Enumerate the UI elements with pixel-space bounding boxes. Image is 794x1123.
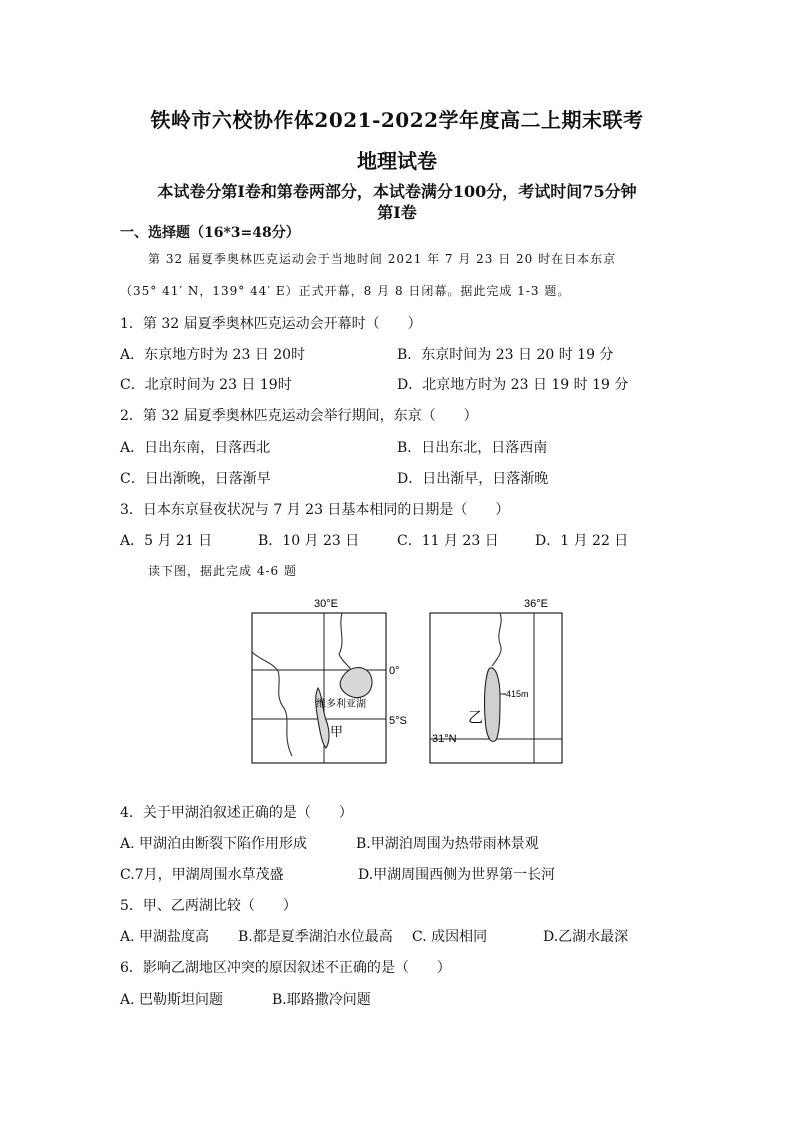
q4-stem: 4．关于甲湖泊叙述正确的是（ ）	[120, 805, 353, 821]
q2-option-d[interactable]: D．日出渐早，日落渐晚	[397, 471, 549, 487]
q6-option-b[interactable]: B.耶路撒冷问题	[272, 992, 371, 1008]
label-depth: -415m	[503, 689, 529, 699]
label-yi: 乙	[468, 708, 484, 726]
q1-option-b[interactable]: B．东京时间为 23 日 20 时 19 分	[397, 347, 614, 363]
q5-stem: 5．甲、乙两湖比较（ ）	[120, 898, 297, 914]
label-jia: 甲	[330, 725, 344, 740]
passage-line-2: （35° 41′ N，139° 44′ E）正式开幕，8 月 8 日闭幕。据此完成 1-3 题。	[120, 284, 571, 298]
q3-option-a[interactable]: A．5 月 21 日	[120, 533, 213, 549]
q5-option-b[interactable]: B.都是夏季湖泊水位最高	[238, 929, 393, 945]
map-right	[424, 596, 570, 771]
q2-option-a[interactable]: A．日出东南，日落西北	[120, 440, 271, 456]
label-lake-victoria: 维多利亚湖	[316, 699, 366, 710]
jordan-river	[492, 613, 501, 666]
q3-stem: 3．日本东京昼夜状况与 7 月 23 日基本相同的日期是（ ）	[120, 502, 510, 518]
west-river	[252, 652, 292, 756]
label-5s: 5°S	[389, 715, 407, 727]
map-left-svg	[246, 596, 418, 771]
label-0: 0°	[389, 665, 400, 677]
q5-option-a[interactable]: A. 甲湖盐度高	[120, 929, 210, 945]
passage-2: 读下图，据此完成 4-6 题	[148, 564, 297, 578]
section-heading: 一、选择题（16*3=48分）	[120, 225, 300, 241]
lake-victoria	[340, 668, 372, 698]
q1-stem: 1．第 32 届夏季奥林匹克运动会开幕时（ ）	[120, 316, 422, 332]
exam-title: 铁岭市六校协作体2021-2022学年度高二上期末联考	[150, 108, 644, 132]
exam-subtitle: 地理试卷	[357, 149, 437, 173]
passage-line-1: 第 32 届夏季奥林匹克运动会于当地时间 2021 年 7 月 23 日 20 时在日本东京	[148, 252, 617, 266]
q3-option-b[interactable]: B．10 月 23 日	[258, 533, 360, 549]
label-30e: 30°E	[314, 598, 338, 610]
q1-option-c[interactable]: C．北京时间为 23 日 19时	[120, 377, 292, 393]
lake-yi	[485, 668, 501, 742]
q3-option-c[interactable]: C．11 月 23 日	[397, 533, 499, 549]
label-31n: 31°N	[432, 733, 457, 745]
q1-option-a[interactable]: A．东京地方时为 23 日 20时	[120, 347, 306, 363]
exam-intro: 本试卷分第I卷和第卷两部分，本试卷满分100分，考试时间75分钟	[157, 182, 637, 201]
q6-stem: 6．影响乙湖地区冲突的原因叙述不正确的是（ ）	[120, 960, 451, 976]
q4-option-c[interactable]: C.7月，甲湖周围水草茂盛	[120, 867, 284, 883]
q4-option-a[interactable]: A. 甲湖泊由断裂下陷作用形成	[120, 836, 308, 852]
lake-jia	[316, 688, 329, 748]
label-36e: 36°E	[524, 598, 548, 610]
part-title: 第I卷	[377, 203, 417, 222]
q2-stem: 2．第 32 届夏季奥林匹克运动会举行期间，东京（ ）	[120, 408, 478, 424]
q2-option-c[interactable]: C．日出渐晚，日落渐早	[120, 471, 271, 487]
q3-option-d[interactable]: D．1 月 22 日	[535, 533, 629, 549]
q5-option-c[interactable]: C. 成因相同	[412, 929, 488, 945]
map-left	[246, 596, 418, 771]
nile-river	[339, 613, 354, 674]
q6-option-a[interactable]: A. 巴勒斯坦问题	[120, 992, 224, 1008]
map-right-svg	[424, 596, 570, 771]
q5-option-d[interactable]: D.乙湖水最深	[543, 929, 629, 945]
q1-option-d[interactable]: D．北京地方时为 23 日 19 时 19 分	[397, 377, 629, 393]
q4-option-d[interactable]: D.甲湖周围西侧为世界第一长河	[358, 867, 556, 883]
q2-option-b[interactable]: B．日出东北，日落西南	[397, 440, 548, 456]
q4-option-b[interactable]: B.甲湖泊周围为热带雨林景观	[356, 836, 539, 852]
